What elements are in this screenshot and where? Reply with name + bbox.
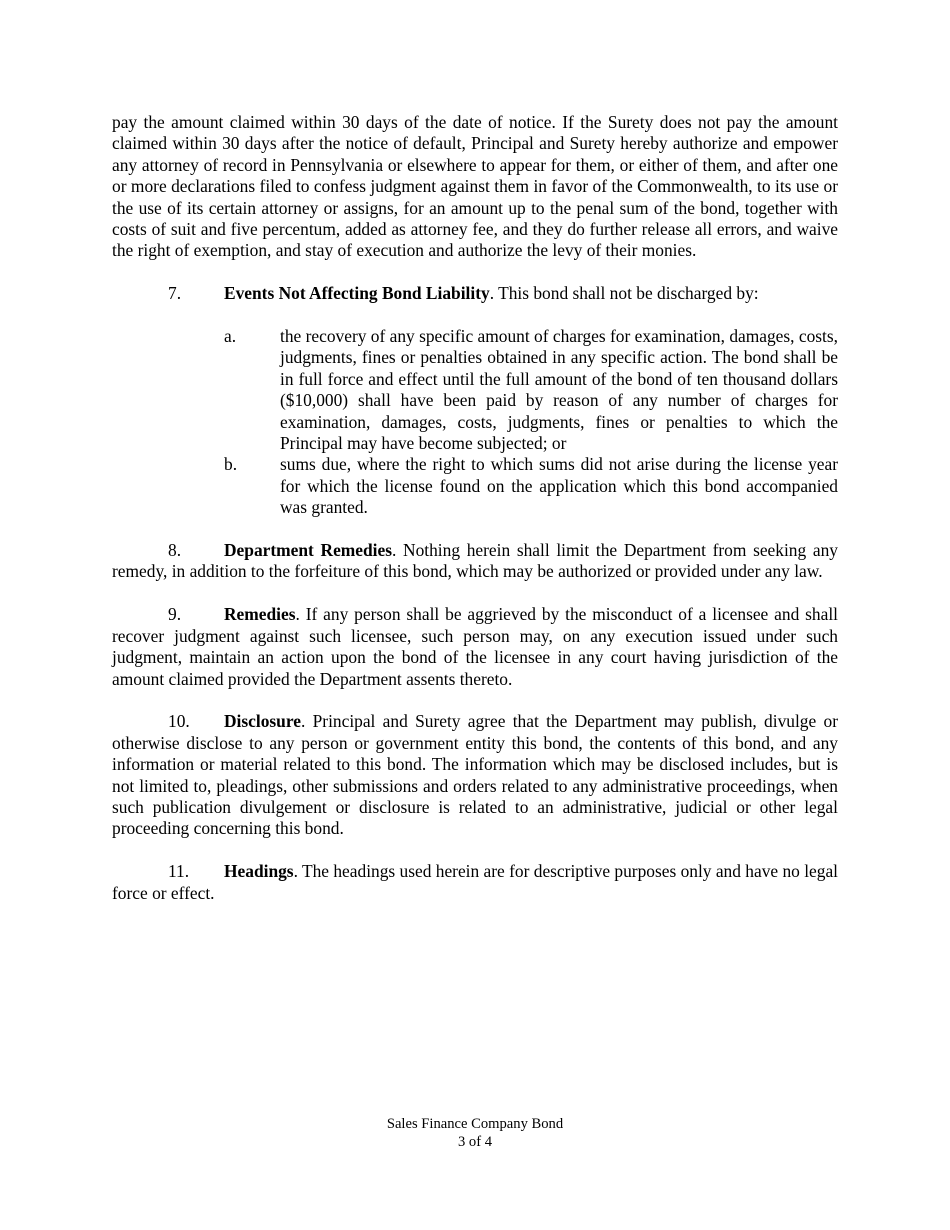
- list-item: [112, 326, 838, 454]
- section-heading: Department Remedies: [224, 540, 392, 561]
- section-text: . The headings used herein are for descriptive purposes only and have no legal force or effect.: [112, 861, 839, 903]
- section-heading: Remedies: [224, 604, 296, 625]
- list-item-letter: b.: [224, 454, 238, 475]
- list-item-text: sums due, where the right to which sums did not arise during the license year for which the license found on the application which this bond accompanied was granted.: [280, 454, 838, 518]
- intro-paragraph: pay the amount claimed within 30 days of the date of notice. If the Surety does not pay the amount claimed within 30 days after the notice of default, Principal and Surety hereby authorize and empower any attorney of record in Pennsylvania or elsewhere to appear for them, or either of them, and after one or more declarations filed to confess judgment against them in favor of the Commonwealth, to its use or the use of its certain attorney or assigns, for an amount up to the penal sum of the bond, together with costs of suit and five percentum, added as attorney fee, and they do further release all errors, and waive the right of exemption, and stay of execution and authorize the levy of their monies.: [112, 112, 838, 261]
- section-number: 7.: [168, 283, 182, 304]
- section-number: 11.: [168, 861, 190, 882]
- section-text: . Nothing herein shall limit the Department from seeking any remedy, in addition to the forfeiture of this bond, which may be authorized or provided under any law.: [112, 540, 838, 582]
- list-item-letter: a.: [224, 326, 237, 347]
- section-number: 8.: [168, 540, 182, 561]
- section-9: [112, 604, 838, 690]
- section-text: . This bond shall not be discharged by:: [489, 283, 759, 304]
- section-number: 9.: [168, 604, 182, 625]
- section-11: [112, 861, 838, 904]
- section-8: [112, 540, 838, 583]
- section-heading: Disclosure: [224, 711, 301, 732]
- section-7-heading-line: [112, 283, 838, 304]
- section-heading: Headings: [224, 861, 294, 882]
- section-text: . Principal and Surety agree that the Department may publish, divulge or otherwise disclose to any person or government entity this bond, the contents of this bond, and any information or material related to this bond. The information which may be disclosed includes, but is not limited to, pleadings, other submissions and orders related to any administrative proceedings, when such publication divulgement or disclosure is related to an administrative, judicial or other legal proceeding concerning this bond.: [112, 711, 838, 839]
- list-item: [112, 454, 838, 518]
- document-page: [112, 112, 838, 925]
- section-number: 10.: [168, 711, 190, 732]
- page-number: 3 of 4: [457, 1134, 493, 1150]
- section-heading: Events Not Affecting Bond Liability: [224, 283, 490, 304]
- section-10: [112, 711, 838, 839]
- page-footer: [0, 1115, 950, 1151]
- sub-list: [112, 326, 838, 519]
- section-7: [112, 283, 838, 518]
- footer-title: Sales Finance Company Bond: [386, 1116, 564, 1132]
- section-text: . If any person shall be aggrieved by the misconduct of a licensee and shall recover judgment against such licensee, such person may, on any execution issued under such judgment, maintain an action upon the bond of the licensee in any court having jurisdiction of the amount claimed provided the Department assents thereto.: [112, 604, 838, 689]
- list-item-text: the recovery of any specific amount of charges for examination, damages, costs, judgments, fines or penalties obtained in any specific action. The bond shall be in full force and effect until the full amount of the bond of ten thousand dollars ($10,000) shall have been paid by reason of any number of charges for examination, damages, costs, judgments, fines or penalties to which the Principal may have become subjected; or: [280, 326, 838, 454]
